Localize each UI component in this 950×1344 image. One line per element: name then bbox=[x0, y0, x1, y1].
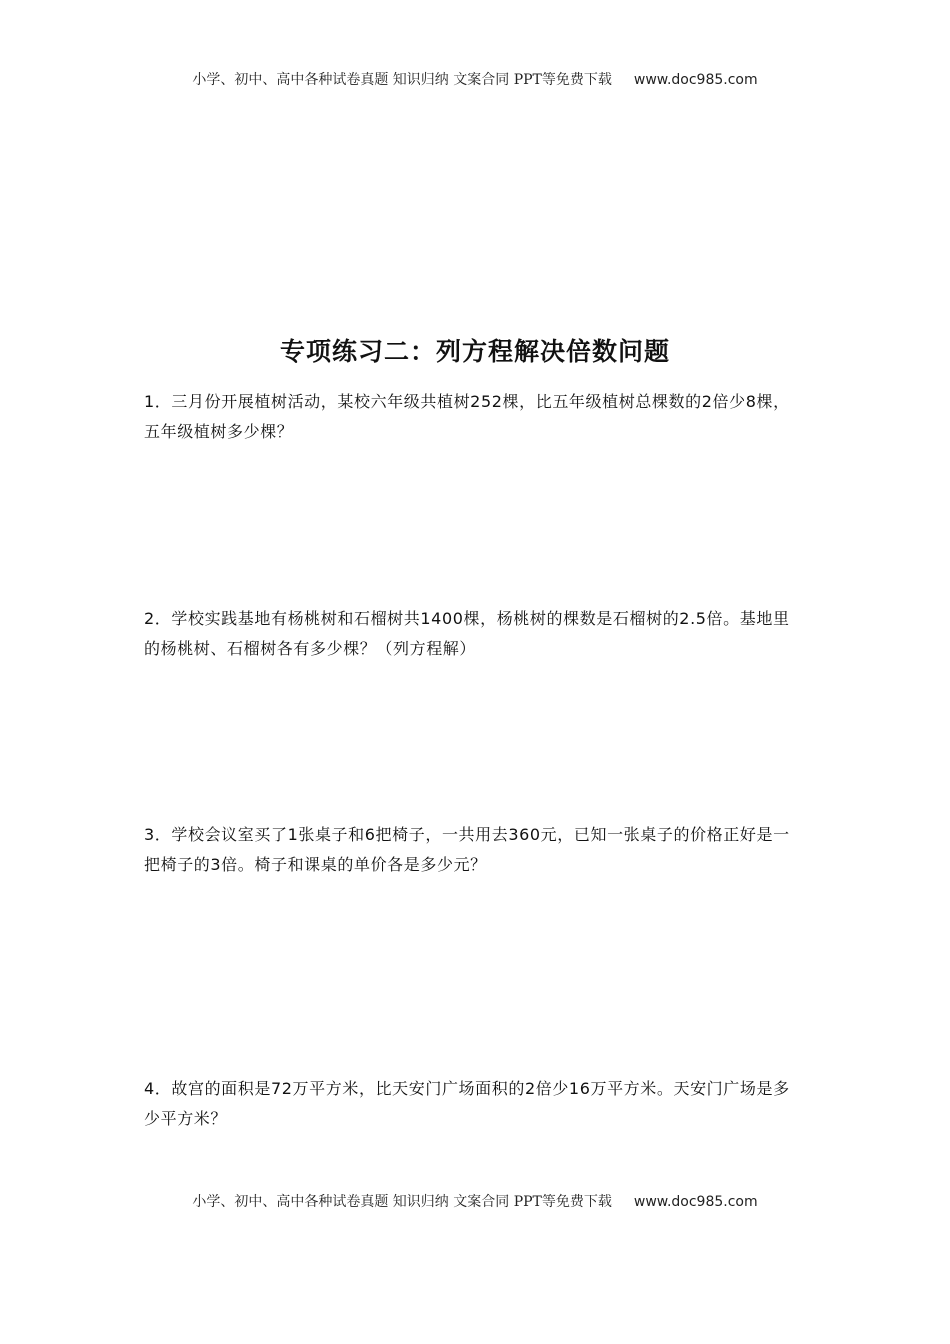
question-1: 1．三月份开展植树活动，某校六年级共植树252棵，比五年级植树总棵数的2倍少8棵，五年级植树多少棵？ bbox=[144, 392, 790, 441]
header-site-link[interactable]: www.doc985.com bbox=[633, 72, 758, 88]
page-footer bbox=[0, 1191, 950, 1211]
page-header bbox=[0, 69, 950, 89]
header-text: 小学、初中、高中各种试卷真题 知识归纳 文案合同 PPT等免费下载 bbox=[192, 72, 612, 88]
question-4: 4．故宫的面积是72万平方米，比天安门广场面积的2倍少16万平方米。天安门广场是多少平方米？ bbox=[144, 1079, 790, 1128]
question-3: 3．学校会议室买了1张桌子和6把椅子，一共用去360元，已知一张桌子的价格正好是一把椅子的3倍。椅子和课桌的单价各是多少元？ bbox=[144, 825, 790, 874]
question-2: 2．学校实践基地有杨桃树和石榴树共1400棵，杨桃树的棵数是石榴树的2.5倍。基地里的杨桃树、石榴树各有多少棵？（列方程解） bbox=[144, 609, 790, 658]
footer-site-link[interactable]: www.doc985.com bbox=[633, 1194, 758, 1210]
document-title: 专项练习二：列方程解决倍数问题 bbox=[279, 337, 670, 366]
footer-text: 小学、初中、高中各种试卷真题 知识归纳 文案合同 PPT等免费下载 bbox=[192, 1194, 612, 1210]
